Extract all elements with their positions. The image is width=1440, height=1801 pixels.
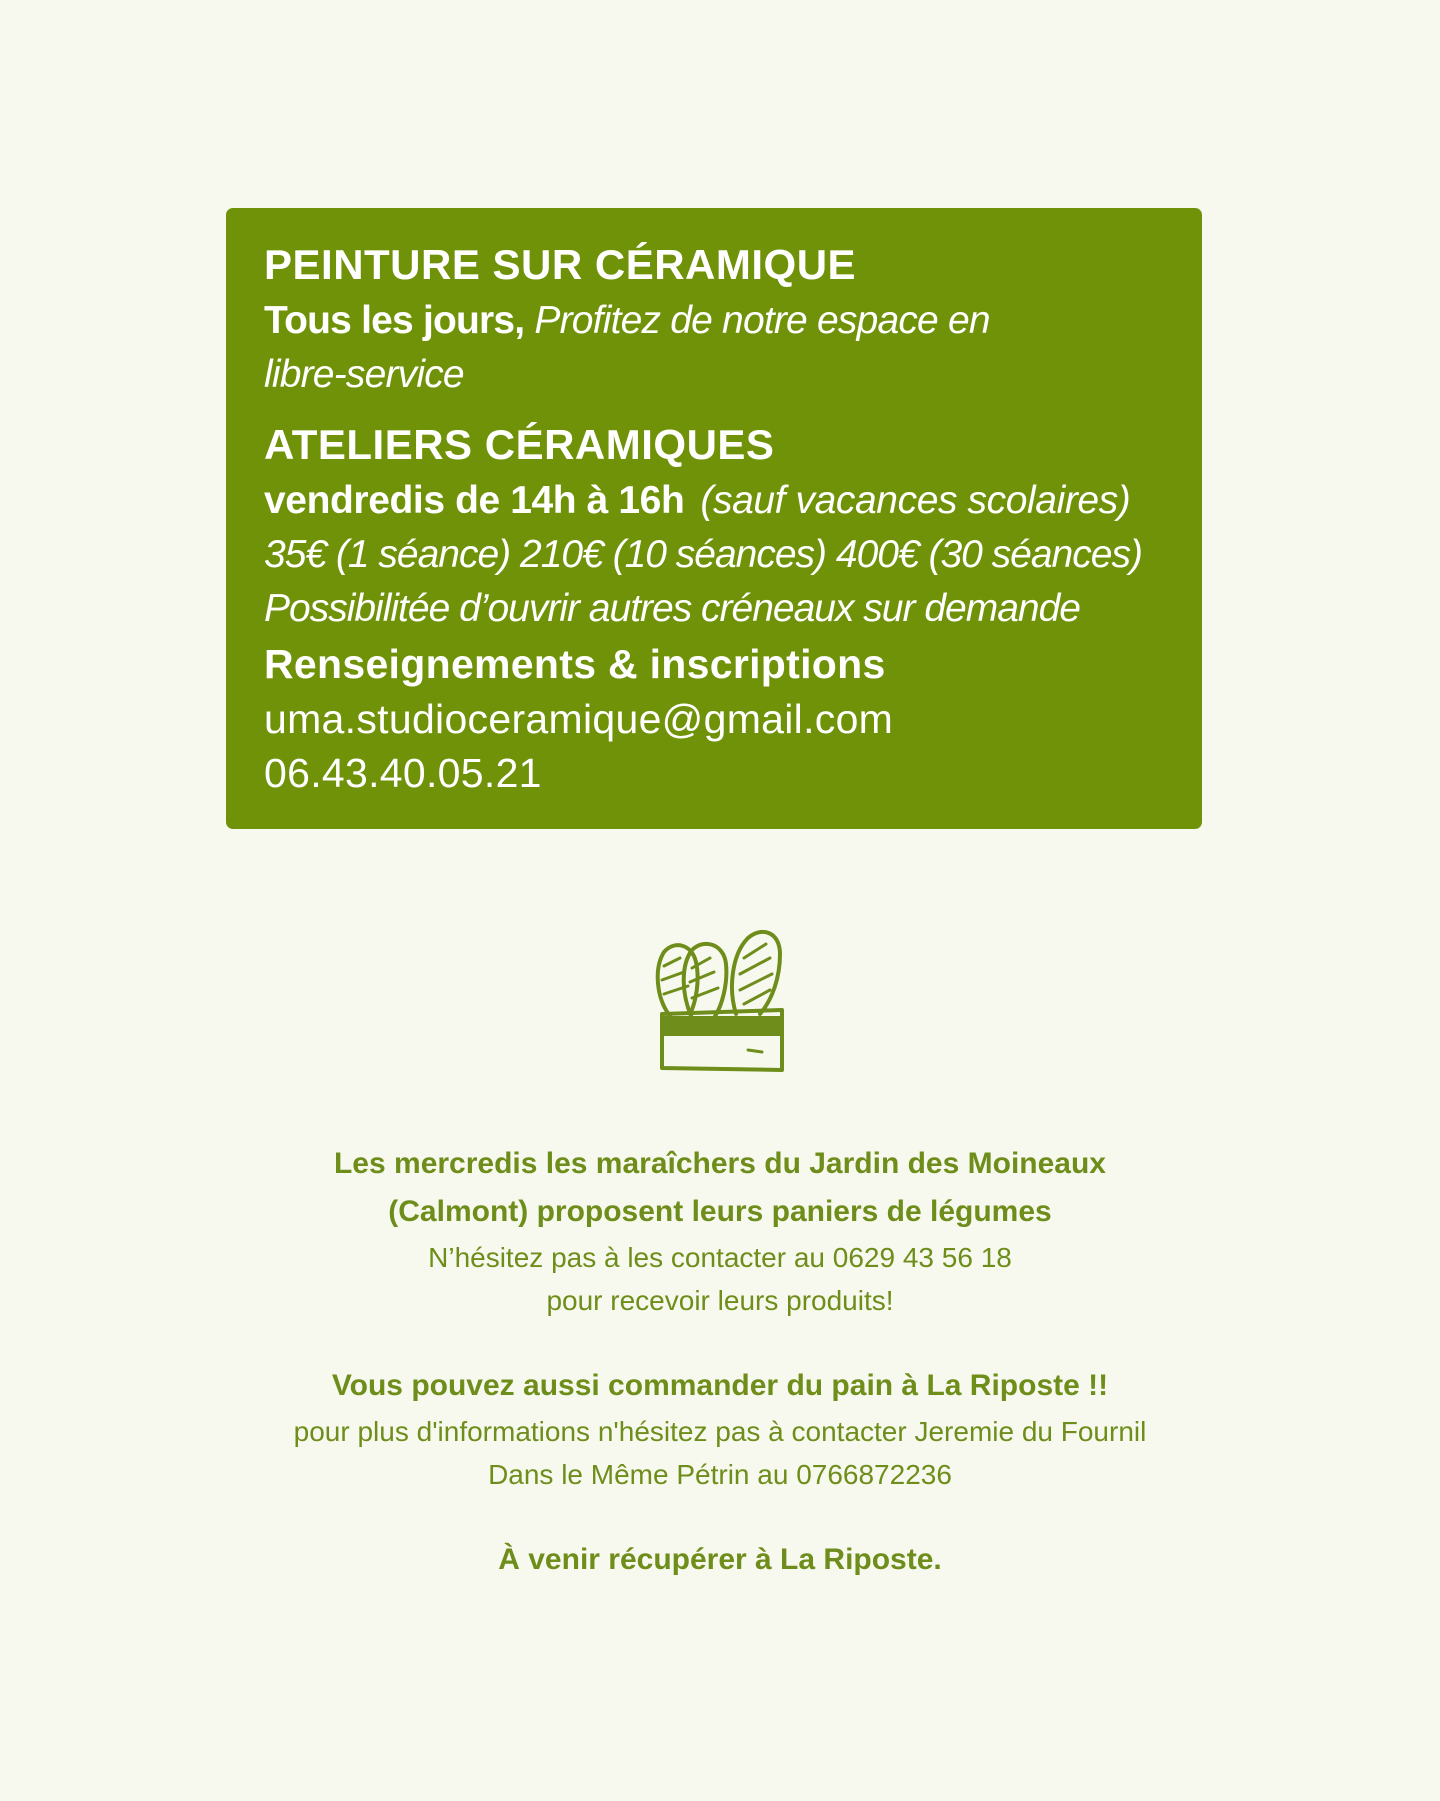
vegetables-contact-1: N’hésitez pas à les contacter au 0629 43 56 18 — [428, 1242, 1012, 1273]
peinture-title: PEINTURE SUR CÉRAMIQUE — [264, 241, 857, 288]
possibility-text: Possibilitée d’ouvrir autres créneaux sur demande — [264, 587, 1080, 630]
pickup-text: À venir récupérer à La Riposte. — [498, 1543, 942, 1576]
tous-les-jours-label: Tous les jours, — [264, 299, 525, 342]
bread-basket-icon — [640, 918, 800, 1078]
bread-order-title: Vous pouvez aussi commander du pain à La Riposte !! — [331, 1369, 1109, 1402]
vegetables-line-2: (Calmont) proposent leurs paniers de légumes — [388, 1195, 1052, 1228]
email-text: uma.studioceramique@gmail.com — [264, 696, 894, 742]
tous-les-jours-line — [264, 294, 1166, 348]
info-section — [170, 1140, 1270, 1584]
renseignements-title: Renseignements & inscriptions — [264, 641, 886, 687]
bread-contact-2: Dans le Même Pétrin au 0766872236 — [488, 1459, 952, 1490]
bread-contact-1: pour plus d'informations n'hésitez pas à contacter Jeremie du Fournil — [293, 1416, 1147, 1447]
ateliers-title: ATELIERS CÉRAMIQUES — [264, 421, 775, 468]
vegetables-line-1: Les mercredis les maraîchers du Jardin des Moineaux — [333, 1147, 1106, 1180]
phone-text: 06.43.40.05.21 — [264, 750, 542, 796]
schedule-hours: vendredis de 14h à 16h — [264, 479, 685, 522]
prices-text: 35€ (1 séance) 210€ (10 séances) 400€ (30 séances) — [264, 533, 1142, 576]
schedule-line — [264, 474, 1166, 528]
schedule-note: (sauf vacances scolaires) — [700, 479, 1131, 522]
espace-libre-text: Profitez de notre espace en — [534, 299, 990, 342]
vegetables-contact-2: pour recevoir leurs produits! — [546, 1285, 894, 1316]
ceramics-info-card — [226, 208, 1202, 829]
libre-service-text: libre-service — [264, 353, 464, 396]
